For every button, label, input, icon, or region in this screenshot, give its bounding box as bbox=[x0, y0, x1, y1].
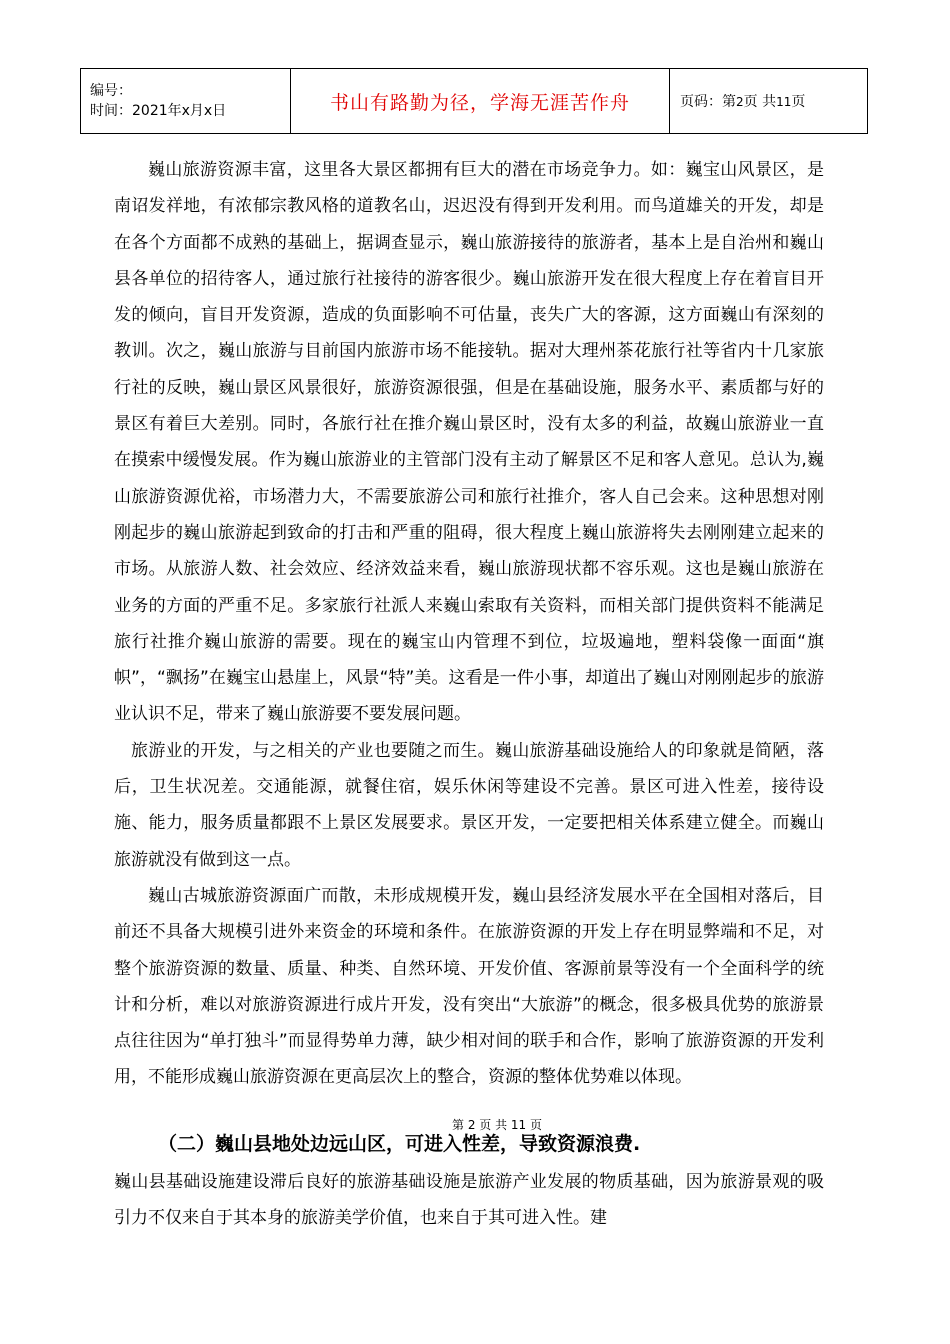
document-time-label: 时间：2021年x月x日 bbox=[90, 103, 227, 119]
paragraph-3: 巍山古城旅游资源面广而散，未形成规模开发，巍山县经济发展水平在全国相对落后，目前还不具备大规模引进外来资金的环境和条件。在旅游资源的开发上存在明显弊端和不足，对整个旅游资源的数量、质量、种类、自然环境、开发价值、客源前景等没有一个全面科学的统计和分析，难以对旅游资源进行成片开发，没有突出“大旅游”的概念，很多极具优势的旅游景点往往因为“单打独斗”而显得势单力薄，缺少相对间的联手和合作，影响了旅游资源的开发利用，不能形成巍山旅游资源在更高层次上的整合，资源的整体优势难以体现。 bbox=[114, 885, 824, 1088]
document-body bbox=[114, 152, 824, 1096]
page-prefix: 页码：第 bbox=[680, 94, 736, 110]
page-middle: 页 共 bbox=[743, 94, 777, 110]
document-header bbox=[80, 68, 868, 134]
paragraph-2: 旅游业的开发，与之相关的产业也要随之而生。巍山旅游基础设施给人的印象就是简陋，落后，卫生状况差。交通能源，就餐住宿，娱乐休闲等建设不完善。景区可进入性差，接待设施、能力，服务质量都跟不上景区发展要求。景区开发，一定要把相关体系建立健全。而巍山旅游就没有做到这一点。 bbox=[114, 740, 824, 870]
header-motto: 书山有路勤为径，学海无涯苦作舟 bbox=[291, 69, 670, 134]
page-total: 11 bbox=[776, 95, 792, 109]
document-body-continued bbox=[114, 1164, 824, 1237]
page-footer: 第 2 页 共 11 页 bbox=[452, 1118, 542, 1132]
paragraph-4: 巍山县基础设施建设滞后良好的旅游基础设施是旅游产业发展的物质基础，因为旅游景观的吸引力不仅来自于其本身的旅游美学价值，也来自于其可进入性。建 bbox=[114, 1172, 824, 1229]
document-number-label: 编号： bbox=[90, 83, 132, 99]
page-suffix: 页 bbox=[791, 94, 806, 110]
header-info-cell bbox=[81, 69, 291, 134]
page-current: 2 bbox=[736, 95, 744, 109]
section-heading: （二）巍山县地处边远山区，可进入性差，导致资源浪费. bbox=[158, 1133, 641, 1155]
header-page-number bbox=[670, 69, 868, 134]
paragraph-1: 巍山旅游资源丰富，这里各大景区都拥有巨大的潜在市场竞争力。如：巍宝山风景区，是南诏发祥地，有浓郁宗教风格的道教名山，迟迟没有得到开发利用。而鸟道雄关的开发，却是在各个方面都不成熟的基础上，据调查显示，巍山旅游接待的旅游者，基本上是自治州和巍山县各单位的招待客人，通过旅行社接待的游客很少。巍山旅游开发在很大程度上存在着盲目开发的倾向，盲目开发资源，造成的负面影响不可估量，丧失广大的客源，这方面巍山有深刻的教训。次之，巍山旅游与目前国内旅游市场不能接轨。据对大理州茶花旅行社等省内十几家旅行社的反映，巍山景区风景很好，旅游资源很强，但是在基础设施，服务水平、素质都与好的景区有着巨大差别。同时，各旅行社在推介巍山景区时，没有太多的利益，故巍山旅游业一直在摸索中缓慢发展。作为巍山旅游业的主管部门没有主动了解景区不足和客人意见。总认为,巍山旅游资源优裕，市场潜力大，不需要旅游公司和旅行社推介，客人自己会来。这种思想对刚刚起步的巍山旅游起到致命的打击和严重的阻碍，很大程度上巍山旅游将失去刚刚建立起来的市场。从旅游人数、社会效应、经济效益来看，巍山旅游现状都不容乐观。这也是巍山旅游在业务的方面的严重不足。多家旅行社派人来巍山索取有关资料，而相关部门提供资料不能满足旅行社推介巍山旅游的需要。现在的巍宝山内管理不到位，垃圾遍地，塑料袋像一面面“旗帜”，“飘扬”在巍宝山悬崖上，风景“特”美。这看是一件小事，却道出了巍山对刚刚起步的旅游业认识不足，带来了巍山旅游要不要发展问题。 bbox=[114, 160, 824, 725]
